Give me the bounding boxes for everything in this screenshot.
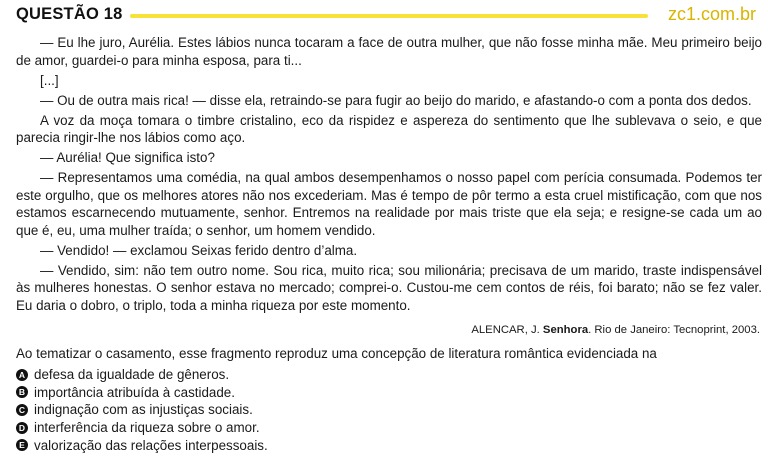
option-e[interactable] (16, 436, 268, 454)
option-letter-badge: C (16, 404, 28, 416)
option-c[interactable] (16, 401, 268, 419)
option-letter-badge: E (16, 439, 28, 451)
citation-author: ALENCAR, J. (471, 323, 540, 336)
option-text: interferência da riqueza sobre o amor. (34, 420, 260, 436)
option-b[interactable] (16, 384, 268, 402)
option-d[interactable] (16, 419, 268, 437)
option-letter-badge: A (16, 369, 28, 381)
answer-options (16, 366, 268, 454)
passage-paragraph: — Ou de outra mais rica! — disse ela, retraindo-se para fugir ao beijo do marido, e afastando-o com a ponta dos dedos. (40, 92, 752, 108)
passage-paragraph: — Representamos uma comédia, na qual ambos desempenhamos o nosso papel com perícia consumada. Podemos ter este orgulho, que os melhores atores não nos excederiam. Mas é tempo de pôr termo a esta cruel mistificação, com que nos estamos escarnecendo mutuamente, senhor. Entremos na realidade por mais triste que ela seja; e resigne-se cada um ao que é, eu, uma mulher traída; o senhor, um homem vendido. (16, 170, 762, 238)
passage-paragraph: — Vendido! — exclamou Seixas ferido dentro d’alma. (40, 242, 358, 258)
question-label: QUESTÃO 18 (16, 5, 123, 23)
option-text: defesa da igualdade de gêneros. (34, 367, 230, 383)
source-citation (16, 322, 762, 340)
option-a[interactable] (16, 366, 268, 384)
option-text: importância atribuída à castidade. (34, 384, 235, 400)
passage-paragraph: — Eu lhe juro, Aurélia. Estes lábios nunca tocaram a face de outra mulher, que não fosse minha mãe. Meu primeiro beijo de amor, guardei-o para minha esposa, para ti... (16, 35, 762, 68)
citation-details: . Rio de Janeiro: Tecnoprint, 2003. (588, 323, 760, 336)
option-text: valorização das relações interpessoais. (34, 437, 268, 453)
question-header (16, 4, 760, 28)
option-text: indignação com as injustiças sociais. (34, 402, 253, 418)
passage-paragraph: — Vendido, sim: não tem outro nome. Sou rica, muito rica; sou milionária; precisava de um marido, traste indispensável às mulheres honestas. O senhor estava no mercado; comprei-o. Custou-me cem contos de réis, foi barato; não se fez valer. Eu daria o dobro, o triplo, toda a minha riqueza por este momento. (16, 262, 762, 314)
question-stem: Ao tematizar o casamento, esse fragmento reproduz uma concepção de literatura romântica evidenciada na (16, 346, 657, 361)
passage-paragraph: — Aurélia! Que significa isto? (40, 150, 215, 166)
header-divider (130, 14, 648, 18)
passage-paragraph: A voz da moça tomara o timbre cristalino, eco da rispidez e aspereza do sentimento que lhe sublevava o seio, e que parecia ringir-lhe nos lábios como aço. (16, 112, 762, 146)
passage (16, 34, 762, 339)
option-letter-badge: B (16, 386, 28, 398)
site-watermark: zc1.com.br (667, 4, 756, 24)
citation-title: Senhora (542, 323, 589, 336)
passage-paragraph: [...] (40, 72, 59, 88)
option-letter-badge: D (16, 422, 28, 434)
